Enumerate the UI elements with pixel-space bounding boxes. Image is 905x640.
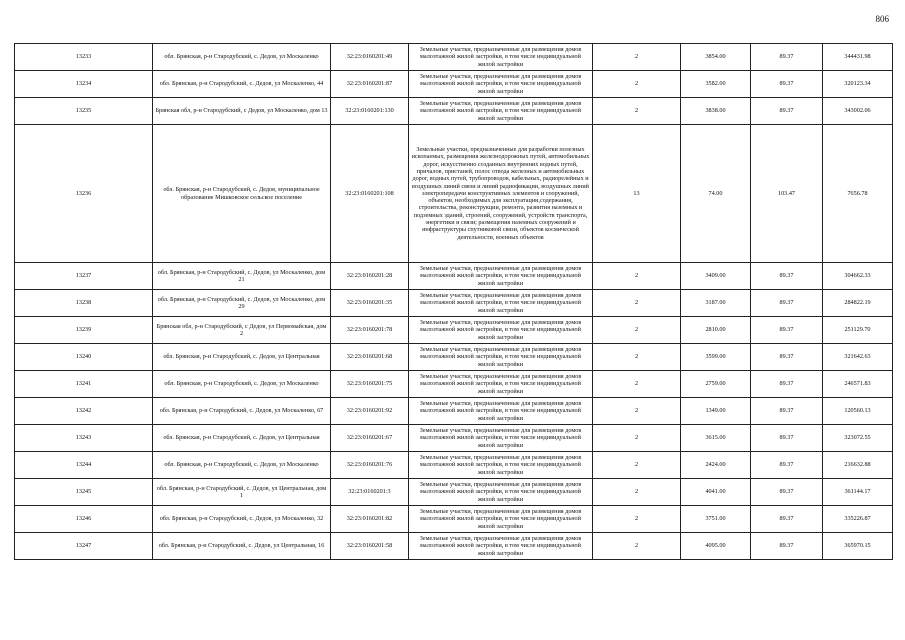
cadastral-value-cell: 246571.83 [823, 371, 893, 398]
address-cell: обл. Брянская, р-н Стародубский, с. Дедов, ул Москаленко, дом 21 [153, 263, 331, 290]
rate-cell: 89.37 [751, 71, 823, 98]
address-cell: обл. Брянская, р-н Стародубский, с. Дедов, ул Центральная, дом 1 [153, 479, 331, 506]
group-cell: 2 [593, 533, 681, 560]
record-number-cell: 13236 [15, 125, 153, 263]
cadastral-value-cell: 120560.13 [823, 398, 893, 425]
cadastral-value-cell: 7656.78 [823, 125, 893, 263]
rate-cell: 89.37 [751, 290, 823, 317]
page-number: 806 [875, 14, 889, 24]
cadastral-number-cell: 32:23:0160201:130 [331, 98, 409, 125]
record-number-cell: 13234 [15, 71, 153, 98]
address-cell: Брянская обл, р-н Стародубский, с Дедов, ул Первомайская, дом 2 [153, 317, 331, 344]
record-number-cell: 13242 [15, 398, 153, 425]
cadastral-number-cell: 32:23:0160201:75 [331, 371, 409, 398]
cadastral-number-cell: 32:23:0160201:92 [331, 398, 409, 425]
rate-cell: 89.37 [751, 371, 823, 398]
address-cell: Брянская обл, р-н Стародубский, с Дедов, ул Москаленко, дом 13 [153, 98, 331, 125]
address-cell: обл. Брянская, р-н Стародубский, с. Дедов, ул Москаленко [153, 452, 331, 479]
area-cell: 3582.00 [681, 71, 751, 98]
rate-cell: 89.37 [751, 533, 823, 560]
area-cell: 2424.00 [681, 452, 751, 479]
cadastral-value-cell: 343002.06 [823, 98, 893, 125]
cadastral-value-cell: 344431.98 [823, 44, 893, 71]
record-number-cell: 13247 [15, 533, 153, 560]
land-use-cell: Земельные участки, предназначенные для размещения домов малоэтажной жилой застройки, в том числе индивидуальной жилой застройки [409, 71, 593, 98]
land-use-cell: Земельные участки, предназначенные для размещения домов малоэтажной жилой застройки, в том числе индивидуальной жилой застройки [409, 263, 593, 290]
record-number-cell: 13233 [15, 44, 153, 71]
record-number-cell: 13244 [15, 452, 153, 479]
table-row [15, 290, 893, 317]
land-use-cell: Земельные участки, предназначенные для размещения домов малоэтажной жилой застройки, в том числе индивидуальной жилой застройки [409, 290, 593, 317]
area-cell: 3854.00 [681, 44, 751, 71]
cadastral-value-cell: 216632.88 [823, 452, 893, 479]
table-row [15, 344, 893, 371]
cadastral-value-cell: 320123.34 [823, 71, 893, 98]
land-use-cell: Земельные участки, предназначенные для размещения домов малоэтажной жилой застройки, в том числе индивидуальной жилой застройки [409, 398, 593, 425]
area-cell: 3599.00 [681, 344, 751, 371]
group-cell: 2 [593, 44, 681, 71]
land-use-cell: Земельные участки, предназначенные для размещения домов малоэтажной жилой застройки, в том числе индивидуальной жилой застройки [409, 425, 593, 452]
land-use-cell: Земельные участки, предназначенные для размещения домов малоэтажной жилой застройки, в том числе индивидуальной жилой застройки [409, 533, 593, 560]
cadastral-number-cell: 32:23:0160201:67 [331, 425, 409, 452]
rate-cell: 89.37 [751, 479, 823, 506]
group-cell: 2 [593, 290, 681, 317]
table-row [15, 125, 893, 263]
land-use-cell: Земельные участки, предназначенные для размещения домов малоэтажной жилой застройки, в том числе индивидуальной жилой застройки [409, 371, 593, 398]
area-cell: 2759.00 [681, 371, 751, 398]
group-cell: 2 [593, 479, 681, 506]
group-cell: 2 [593, 506, 681, 533]
land-use-cell: Земельные участки, предназначенные для размещения домов малоэтажной жилой застройки, в том числе индивидуальной жилой застройки [409, 506, 593, 533]
cadastral-number-cell: 32:23:0160201:49 [331, 44, 409, 71]
rate-cell: 89.37 [751, 317, 823, 344]
address-cell: обл. Брянская, р-н Стародубский, с. Дедов, ул Центральная, 16 [153, 533, 331, 560]
address-cell: обл. Брянская, р-н Стародубский, с. Дедов, ул Москаленко, 44 [153, 71, 331, 98]
cadastral-value-cell: 321642.63 [823, 344, 893, 371]
address-cell: обл. Брянская, р-н Стародубский, с. Дедов, ул Центральная [153, 344, 331, 371]
area-cell: 3751.00 [681, 506, 751, 533]
rate-cell: 89.37 [751, 263, 823, 290]
record-number-cell: 13237 [15, 263, 153, 290]
cadastral-number-cell: 32:23:0160201:87 [331, 71, 409, 98]
cadastral-value-cell: 304662.33 [823, 263, 893, 290]
cadastral-value-cell: 323072.55 [823, 425, 893, 452]
land-use-cell: Земельные участки, предназначенные для размещения домов малоэтажной жилой застройки, в том числе индивидуальной жилой застройки [409, 317, 593, 344]
table-row [15, 98, 893, 125]
address-cell: обл. Брянская, р-н Стародубский, с. Дедов, ул Москаленко, 67 [153, 398, 331, 425]
table-row [15, 533, 893, 560]
record-number-cell: 13245 [15, 479, 153, 506]
group-cell: 2 [593, 371, 681, 398]
record-number-cell: 13238 [15, 290, 153, 317]
rate-cell: 89.37 [751, 452, 823, 479]
land-use-cell: Земельные участки, предназначенные для размещения домов малоэтажной жилой застройки, в том числе индивидуальной жилой застройки [409, 452, 593, 479]
address-cell: обл. Брянская, р-н Стародубский, с. Дедов, ул Центральная [153, 425, 331, 452]
cadastral-value-cell: 284822.19 [823, 290, 893, 317]
cadastral-number-cell: 32:23:0160201:76 [331, 452, 409, 479]
record-number-cell: 13246 [15, 506, 153, 533]
land-use-cell: Земельные участки, предназначенные для размещения домов малоэтажной жилой застройки, в том числе индивидуальной жилой застройки [409, 98, 593, 125]
cadastral-number-cell: 32:23:0160201:3 [331, 479, 409, 506]
land-registry-table [14, 43, 893, 560]
record-number-cell: 13241 [15, 371, 153, 398]
cadastral-number-cell: 32:23:0160201:108 [331, 125, 409, 263]
cadastral-number-cell: 32:23:0160201:82 [331, 506, 409, 533]
area-cell: 3838.00 [681, 98, 751, 125]
cadastral-number-cell: 32:23:0160201:58 [331, 533, 409, 560]
table-row [15, 71, 893, 98]
area-cell: 3409.00 [681, 263, 751, 290]
land-use-cell: Земельные участки, предназначенные для размещения домов малоэтажной жилой застройки, в том числе индивидуальной жилой застройки [409, 344, 593, 371]
area-cell: 3187.00 [681, 290, 751, 317]
group-cell: 2 [593, 344, 681, 371]
rate-cell: 89.37 [751, 425, 823, 452]
address-cell: обл. Брянская, р-н Стародубский, с. Дедов, муниципальное образование Мишковское сельское поселение [153, 125, 331, 263]
table-row [15, 371, 893, 398]
record-number-cell: 13235 [15, 98, 153, 125]
rate-cell: 89.37 [751, 506, 823, 533]
group-cell: 2 [593, 98, 681, 125]
group-cell: 2 [593, 452, 681, 479]
table-row [15, 506, 893, 533]
record-number-cell: 13240 [15, 344, 153, 371]
table-row [15, 398, 893, 425]
area-cell: 3615.00 [681, 425, 751, 452]
cadastral-value-cell: 335226.87 [823, 506, 893, 533]
group-cell: 2 [593, 425, 681, 452]
table-row [15, 263, 893, 290]
group-cell: 2 [593, 263, 681, 290]
record-number-cell: 13239 [15, 317, 153, 344]
record-number-cell: 13243 [15, 425, 153, 452]
group-cell: 2 [593, 317, 681, 344]
table-body [15, 44, 893, 560]
table-row [15, 44, 893, 71]
address-cell: обл. Брянская, р-н Стародубский, с. Дедов, ул Москаленко, 32 [153, 506, 331, 533]
cadastral-number-cell: 32:23:0160201:78 [331, 317, 409, 344]
table-row [15, 479, 893, 506]
cadastral-number-cell: 32:23:0160201:28 [331, 263, 409, 290]
address-cell: обл. Брянская, р-н Стародубский, с. Дедов, ул Москаленко [153, 371, 331, 398]
area-cell: 1349.00 [681, 398, 751, 425]
cadastral-number-cell: 32:23:0160201:68 [331, 344, 409, 371]
rate-cell: 89.37 [751, 344, 823, 371]
cadastral-value-cell: 365970.15 [823, 533, 893, 560]
rate-cell: 89.37 [751, 398, 823, 425]
cadastral-value-cell: 251129.70 [823, 317, 893, 344]
area-cell: 4095.00 [681, 533, 751, 560]
land-use-cell: Земельные участки, предназначенные для размещения домов малоэтажной жилой застройки, в том числе индивидуальной жилой застройки [409, 479, 593, 506]
table-row [15, 452, 893, 479]
area-cell: 4041.00 [681, 479, 751, 506]
group-cell: 2 [593, 71, 681, 98]
group-cell: 13 [593, 125, 681, 263]
address-cell: обл. Брянская, р-н Стародубский, с. Дедов, ул Москаленко [153, 44, 331, 71]
rate-cell: 89.37 [751, 98, 823, 125]
rate-cell: 89.37 [751, 44, 823, 71]
table-row [15, 425, 893, 452]
table-row [15, 317, 893, 344]
cadastral-value-cell: 361144.17 [823, 479, 893, 506]
group-cell: 2 [593, 398, 681, 425]
address-cell: обл. Брянская, р-н Стародубский, с. Дедов, ул Москаленко, дом 29 [153, 290, 331, 317]
land-use-cell: Земельные участки, предназначенные для разработки полезных ископаемых, размещения железнодорожных путей, автомобильных дорог, искусственно созданных внутренних водных путей, причалов, пристаней, полос отвода железных и автомобильных дорог, водных путей, трубопроводов, кабельных, радиорелейных и воздушных линий связи и линий радиофикации, воздушных линий электропередачи конструктивных элементов и сооружений, объектов, необходимых для эксплуатации,содержания, строительства, реконструкции, ремонта, развития наземных и подземных зданий, строений, сооружений, устройств транспорта, энергетики и связи; размещения наземных сооружений и инфраструктуры спутниковой связи, объектов космической деятельности, военных объектов [409, 125, 593, 263]
area-cell: 74.00 [681, 125, 751, 263]
area-cell: 2810.00 [681, 317, 751, 344]
cadastral-number-cell: 32:23:0160201:35 [331, 290, 409, 317]
land-use-cell: Земельные участки, предназначенные для размещения домов малоэтажной жилой застройки, в том числе индивидуальной жилой застройки [409, 44, 593, 71]
rate-cell: 103.47 [751, 125, 823, 263]
